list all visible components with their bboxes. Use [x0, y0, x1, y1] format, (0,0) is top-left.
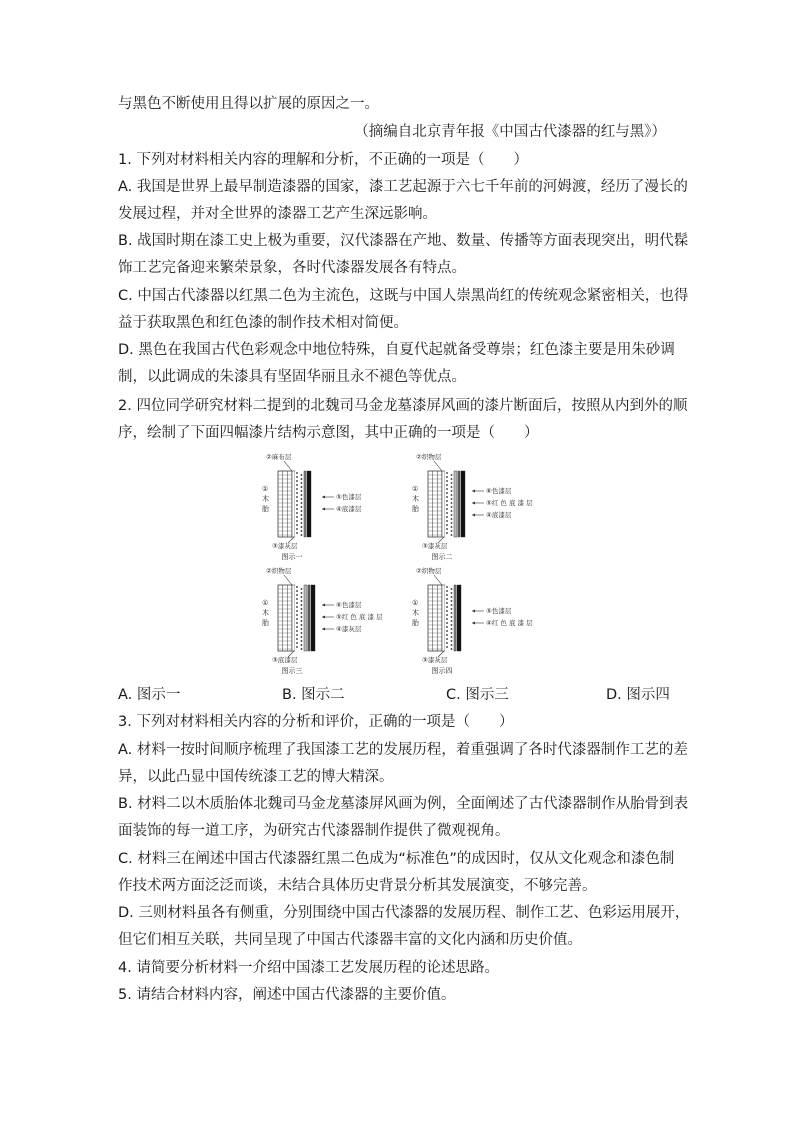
arrow-head [472, 610, 475, 613]
putty-dot [451, 514, 453, 516]
top-layer-label: ②麻布层 [266, 453, 292, 461]
putty-dot [301, 490, 303, 492]
q1-option-d: D. 黑色在我国古代色彩观念中地位特殊，自夏代起就备受尊崇；红色漆主要是用朱砂调 [118, 342, 675, 358]
putty-dot [296, 598, 298, 600]
wood-body-label: ① [262, 599, 269, 607]
putty-dot [296, 630, 298, 632]
putty-dot [446, 476, 448, 478]
putty-dot [446, 528, 448, 530]
putty-dot [296, 528, 298, 530]
q2-option-b: B. 图示二 [282, 687, 345, 703]
putty-dot [451, 592, 453, 594]
putty-dot [446, 642, 448, 644]
top-layer-label: ②织物层 [266, 567, 292, 575]
wood-body-label: 胎 [262, 619, 269, 627]
putty-dot [296, 638, 298, 640]
layer-label: ⑤色漆层 [486, 607, 512, 616]
bottom-layer-label: ③漆灰层 [422, 656, 448, 664]
lacquer-layer [308, 585, 310, 651]
putty-dot [301, 644, 303, 646]
wood-body-label: 胎 [262, 505, 269, 513]
putty-dot [301, 612, 303, 614]
putty-dot [301, 592, 303, 594]
putty-dot [301, 486, 303, 488]
putty-dot [446, 622, 448, 624]
putty-dot [446, 630, 448, 632]
putty-dot [446, 524, 448, 526]
lacquer-layer [311, 585, 315, 651]
putty-dot [446, 590, 448, 592]
putty-dot [296, 488, 298, 490]
putty-dot [446, 532, 448, 534]
putty-dot [446, 626, 448, 628]
lacquer-layer [461, 471, 465, 537]
arrow-head [322, 508, 325, 511]
putty-dot [446, 646, 448, 648]
wood-body-label: ① [412, 599, 419, 607]
putty-dot [451, 522, 453, 524]
layer-label: ⑥色漆层 [336, 601, 362, 610]
putty-dot [446, 500, 448, 502]
putty-dot [296, 516, 298, 518]
putty-dot [451, 640, 453, 642]
question-2: 2. 四位同学研究材料二提到的北魏司马金龙墓漆屏风画的漆片断面后，按照从内到外的顺 [118, 398, 688, 414]
q1-option-a: A. 我国是世界上最早制造漆器的国家，漆工艺起源于六七千年前的河姆渡，经历了漫长的 [118, 179, 688, 195]
putty-dot [451, 636, 453, 638]
putty-dot [446, 606, 448, 608]
putty-dot [451, 628, 453, 630]
figure-diagram-4 [404, 565, 544, 681]
source-citation: （摘编自北京青年报《中国古代漆器的红与黑》） [354, 124, 666, 140]
putty-dot [301, 530, 303, 532]
putty-dot [446, 512, 448, 514]
putty-dot [446, 618, 448, 620]
figure-diagram-1 [254, 451, 394, 567]
q3-option-d: D. 三则材料虽各有侧重，分别围绕中国古代漆器的发展历程、制作工艺、色彩运用展开， [118, 905, 690, 921]
top-layer-label: ②织物层 [416, 453, 442, 461]
putty-dot [446, 520, 448, 522]
figure-caption: 图示一 [281, 553, 303, 561]
putty-dot [296, 520, 298, 522]
putty-dot [296, 484, 298, 486]
putty-dot [296, 606, 298, 608]
putty-dot [446, 496, 448, 498]
lacquer-layer [304, 471, 306, 537]
top-layer-label: ②织物层 [416, 567, 442, 575]
putty-dot [446, 480, 448, 482]
putty-dot [451, 498, 453, 500]
putty-dot [296, 614, 298, 616]
putty-dot [446, 488, 448, 490]
arrow-head [322, 628, 325, 631]
putty-dot [301, 474, 303, 476]
arrow-head [322, 496, 325, 499]
figure-caption: 图示四 [431, 667, 453, 675]
putty-dot [446, 472, 448, 474]
putty-dot [296, 602, 298, 604]
putty-dot [301, 526, 303, 528]
text-line: 面装饰的每一道工序，为研究古代漆器制作提供了微观视角。 [118, 823, 510, 839]
q3-option-b: B. 材料二以木质胎体北魏司马金龙墓漆屏风画为例，全面阐述了古代漆器制作从胎骨到表 [118, 796, 689, 812]
wood-body-label: 木 [262, 495, 269, 503]
putty-dot [446, 508, 448, 510]
putty-dot [451, 494, 453, 496]
layer-label: ④漆灰层 [336, 625, 362, 634]
putty-dot [296, 618, 298, 620]
putty-dot [451, 600, 453, 602]
putty-dot [451, 620, 453, 622]
putty-dot [296, 480, 298, 482]
putty-dot [301, 624, 303, 626]
figure-caption: 图示二 [431, 553, 453, 561]
text-line: 但它们相互关联，共同呈现了中国古代漆器丰富的文化内涵和历史价值。 [118, 932, 582, 948]
putty-dot [446, 504, 448, 506]
putty-dot [296, 476, 298, 478]
putty-dot [451, 648, 453, 650]
layer-diagram-svg [254, 565, 394, 677]
putty-dot [301, 632, 303, 634]
putty-dot [446, 586, 448, 588]
putty-dot [301, 482, 303, 484]
fabric-layer [292, 471, 295, 537]
leader-line [284, 575, 292, 585]
putty-dot [446, 484, 448, 486]
putty-dot [301, 628, 303, 630]
putty-dot [446, 598, 448, 600]
layer-diagram-svg [404, 565, 544, 677]
layer-label: ⑤色漆层 [336, 493, 362, 502]
q3-option-c: C. 材料三在阐述中国古代漆器红黑二色成为“标准色”的成因时，仅从文化观念和漆色制 [118, 851, 675, 867]
layer-label: ⑤红 色 底 漆 层 [486, 499, 533, 508]
bottom-layer-label: ③漆灰层 [272, 542, 298, 550]
putty-dot [301, 596, 303, 598]
lacquer-layer [307, 471, 311, 537]
putty-dot [296, 512, 298, 514]
text-line: 异，以此凸显中国传统漆工艺的博大精深。 [118, 769, 394, 785]
figure-caption: 图示三 [281, 667, 303, 675]
arrow-head [472, 514, 475, 517]
putty-dot [301, 588, 303, 590]
layer-label: ④底漆层 [486, 511, 512, 520]
text-line: 与黑色不断使用且得以扩展的原因之一。 [118, 96, 379, 112]
putty-dot [451, 612, 453, 614]
text-line: 序，绘制了下面四幅漆片结构示意图，其中正确的一项是（ ） [118, 425, 539, 441]
q1-option-b: B. 战国时期在漆工史上极为重要，汉代漆器在产地、数量、传播等方面表现突出，明代髹 [118, 233, 689, 249]
leader-line [434, 575, 442, 585]
lacquer-layer [454, 471, 457, 537]
lacquer-layer [457, 585, 461, 651]
wood-body-label: 木 [412, 495, 419, 503]
putty-dot [451, 490, 453, 492]
lacquer-layer [454, 585, 456, 651]
figure-diagram-3 [254, 565, 394, 681]
putty-dot [446, 614, 448, 616]
putty-dot [296, 500, 298, 502]
bottom-layer-label: ③底漆层 [272, 656, 298, 664]
putty-dot [296, 626, 298, 628]
putty-dot [301, 648, 303, 650]
putty-dot [446, 516, 448, 518]
putty-dot [451, 616, 453, 618]
arrow-head [322, 616, 325, 619]
wood-body-label: ① [262, 485, 269, 493]
putty-dot [301, 478, 303, 480]
leader-line [284, 461, 292, 471]
putty-dot [451, 510, 453, 512]
putty-dot [296, 634, 298, 636]
putty-dot [301, 534, 303, 536]
layer-label: ④红 色 底 漆 层 [486, 619, 533, 628]
putty-dot [451, 502, 453, 504]
putty-dot [301, 600, 303, 602]
putty-dot [301, 522, 303, 524]
bottom-layer-label: ③漆灰层 [422, 542, 448, 550]
putty-dot [301, 620, 303, 622]
putty-dot [296, 508, 298, 510]
putty-dot [451, 474, 453, 476]
putty-dot [296, 496, 298, 498]
q3-option-a: A. 材料一按时间顺序梳理了我国漆工艺的发展历程，着重强调了各时代漆器制作工艺的差 [118, 742, 688, 758]
putty-dot [451, 506, 453, 508]
putty-dot [301, 616, 303, 618]
putty-dot [301, 636, 303, 638]
putty-dot [301, 518, 303, 520]
q2-option-c: C. 图示三 [446, 687, 509, 703]
putty-dot [296, 590, 298, 592]
question-3: 3. 下列对材料相关内容的分析和评价，正确的一项是（ ） [118, 714, 514, 730]
question-5: 5. 请结合材料内容，阐述中国古代漆器的主要价值。 [118, 987, 456, 1003]
putty-dot [301, 608, 303, 610]
layer-diagram-svg [404, 451, 544, 563]
lacquer-layer [458, 471, 460, 537]
question-1: 1. 下列对材料相关内容的理解和分析，不正确的一项是（ ） [118, 152, 528, 168]
putty-dot [446, 634, 448, 636]
putty-dot [296, 532, 298, 534]
wood-body-label: 木 [262, 609, 269, 617]
putty-dot [446, 594, 448, 596]
arrow-head [472, 622, 475, 625]
arrow-head [322, 604, 325, 607]
putty-dot [296, 492, 298, 494]
putty-dot [451, 604, 453, 606]
putty-dot [296, 524, 298, 526]
putty-dot [451, 526, 453, 528]
putty-dot [301, 604, 303, 606]
fabric-layer [442, 471, 445, 537]
putty-dot [301, 510, 303, 512]
putty-dot [451, 518, 453, 520]
putty-dot [296, 586, 298, 588]
putty-dot [451, 530, 453, 532]
text-line: 饰工艺完备迎来繁荣景象，各时代漆器发展各有特点。 [118, 260, 466, 276]
putty-dot [296, 642, 298, 644]
wood-body-label: ① [412, 485, 419, 493]
wood-body-label: 胎 [412, 505, 419, 513]
q1-option-c: C. 中国古代漆器以红黑二色为主流色，这既与中国人崇黑尚红的传统观念紧密相关，也得 [118, 288, 689, 304]
wood-body-label: 胎 [412, 619, 419, 627]
putty-dot [451, 486, 453, 488]
arrow-head [472, 490, 475, 493]
q2-option-d: D. 图示四 [606, 687, 670, 703]
putty-dot [301, 514, 303, 516]
leader-line [434, 461, 442, 471]
text-line: 益于获取黑色和红色漆的制作技术相对简便。 [118, 315, 408, 331]
putty-dot [446, 638, 448, 640]
q2-option-a: A. 图示一 [118, 687, 181, 703]
arrow-head [472, 502, 475, 505]
putty-dot [446, 492, 448, 494]
text-line: 发展过程，并对全世界的漆器工艺产生深远影响。 [118, 206, 437, 222]
putty-dot [446, 610, 448, 612]
putty-dot [451, 482, 453, 484]
text-line: 作技术两方面泛泛而谈，未结合具体历史背景分析其发展演变，不够完善。 [118, 878, 597, 894]
putty-dot [301, 494, 303, 496]
putty-dot [451, 632, 453, 634]
layer-label: ④底漆层 [336, 505, 362, 514]
layer-label: ⑤红 色 底 漆 层 [336, 613, 383, 622]
putty-dot [296, 472, 298, 474]
putty-dot [451, 478, 453, 480]
putty-dot [451, 596, 453, 598]
putty-dot [451, 534, 453, 536]
putty-dot [301, 502, 303, 504]
putty-dot [296, 504, 298, 506]
putty-dot [451, 608, 453, 610]
layer-label: ⑥色漆层 [486, 487, 512, 496]
wood-body-label: 木 [412, 609, 419, 617]
putty-dot [451, 624, 453, 626]
putty-dot [296, 646, 298, 648]
putty-dot [446, 602, 448, 604]
putty-dot [301, 498, 303, 500]
layer-diagram-svg [254, 451, 394, 563]
putty-dot [301, 640, 303, 642]
putty-dot [296, 594, 298, 596]
figure-diagram-2 [404, 451, 544, 567]
putty-dot [301, 506, 303, 508]
fabric-layer [292, 585, 295, 651]
putty-dot [296, 622, 298, 624]
fabric-layer [442, 585, 445, 651]
putty-dot [451, 644, 453, 646]
question-4: 4. 请简要分析材料一介绍中国漆工艺发展历程的论述思路。 [118, 960, 499, 976]
text-line: 制，以此调成的朱漆具有坚固华丽且永不褪色等优点。 [118, 369, 466, 385]
lacquer-layer [304, 585, 307, 651]
putty-dot [296, 610, 298, 612]
putty-dot [451, 588, 453, 590]
